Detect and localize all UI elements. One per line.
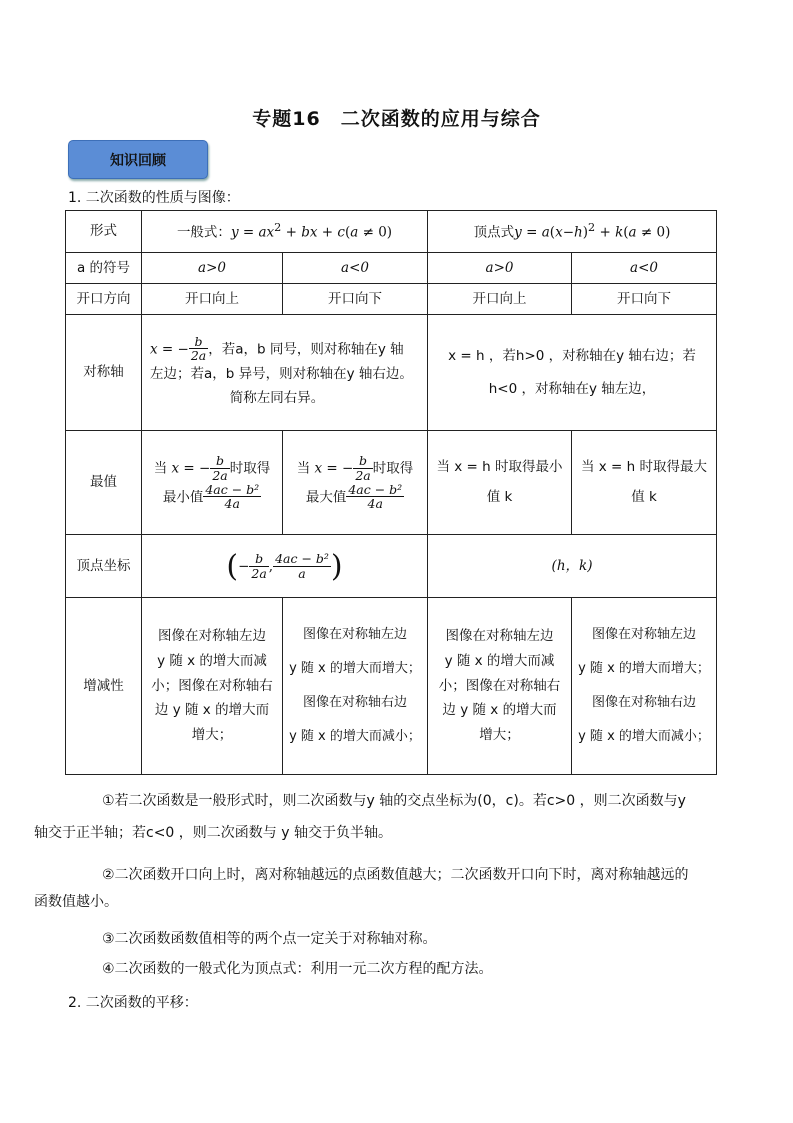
page-title: 专题16 二次函数的应用与综合 [252,108,541,130]
extreme-text: 当 x = h 时取得最小 [436,458,563,475]
properties-table [65,210,717,775]
table-row [66,253,717,284]
extreme-text: 值 k [486,488,513,505]
row-label: a 的符号 [66,253,142,284]
section-heading-2: 2. 二次函数的平移： [68,995,198,1011]
open-cell: 开口向上 [428,284,572,315]
extreme-text: 当 x = h 时取得最大 [580,458,708,475]
axis-text: 左边；若a，b 异号，则对称轴在y 轴右边。 [150,366,413,383]
table-row [66,315,717,431]
axis-text: ，若a，b 同号，则对称轴在y 轴 [208,340,404,357]
general-form-cell: 一般式：$y = ax^2$ + bx + c(a ≠ 0) [142,211,428,253]
row-label: 最值 [66,431,142,535]
axis-text: 简称左同右异。 [229,389,325,406]
vertex-form-cell: 顶点式$y = a(x-h)^2 + k(a \ne 0)$ [428,211,717,253]
row-label: 形式 [66,211,142,253]
row-label: 开口方向 [66,284,142,315]
extreme-text: 时取得 [372,460,414,477]
mono-cell: 图像在对称轴左边 y 随 x 的增大而增大； 图像在对称轴右边 y 随 x 的增大而减小； [283,598,428,775]
general-form-label: 一般式： [176,224,231,241]
extreme-text: 值 k [631,488,657,505]
extreme-text: 当 [153,460,168,477]
row-label: 增减性 [66,598,142,775]
sign-cell: a<0 [283,253,428,284]
vertex-axis-cell [428,315,717,431]
sign-cell: a>0 [142,253,283,284]
axis-text: x = h ，若h>0 ，对称轴在y 轴右边；若 [448,348,696,365]
axis-text: h<0 ，对称轴在y 轴左边， [488,380,656,397]
mono-cell: 图像在对称轴左边 y 随 x 的增大而减 小；图像在对称轴右 边 y 随 x 的增大而 增大； [428,598,572,775]
extreme-text: 当 [296,460,311,477]
general-vertex-cell: (− $\frac{b}{2a}$ , $\frac{\text{4ac − b²}}{a}$ ) [142,535,428,598]
extreme-cell [572,431,717,535]
open-cell: 开口向上 [142,284,283,315]
table-row [66,535,717,598]
extreme-cell [428,431,572,535]
table-row [66,284,717,315]
extreme-text: 时取得 [229,460,271,477]
open-cell: 开口向下 [283,284,428,315]
table-row [66,211,717,253]
extreme-text: 最大值 [305,488,347,505]
table-row [66,431,717,535]
sign-cell: a<0 [572,253,717,284]
general-axis-cell: x = − $\frac{b}{2a}$ ，若a，b 同号，则对称轴在y 轴 左边；若a，b 异号，则对称轴在y 轴右边。 简称左同右异。 [142,315,428,431]
mono-cell: 图像在对称轴左边 y 随 x 的增大而减 小；图像在对称轴右 边 y 随 x 的增大而 增大； [142,598,283,775]
extreme-cell: 当 x = − $\frac{b}{2a}$ 时取得 最小值 $\frac{\text{4ac − b²}}{4a}$ [142,431,283,535]
table-row [66,598,717,775]
note-paragraph-3: ③二次函数函数值相等的两个点一定关于对称轴对称。 [102,931,437,947]
section-badge: 知识回顾 [68,140,208,179]
extreme-cell: 当 x = − $\frac{b}{2a}$ 时取得 最大值 $\frac{\text{4ac − b²}}{4a}$ [283,431,428,535]
note-paragraph-1: ①若二次函数是一般形式时，则二次函数与y 轴的交点坐标为(0，c)。若c>0 ，则二次函数与y 轴交于正半轴；若c<0 ，则二次函数与 y 轴交于负半轴。 [34,793,686,841]
mono-cell: 图像在对称轴左边 y 随 x 的增大而增大； 图像在对称轴右边 y 随 x 的增大而减小； [572,598,717,775]
row-label: 顶点坐标 [66,535,142,598]
vertex-form-label: 顶点式 [473,224,515,241]
row-label: 对称轴 [66,315,142,431]
note-paragraph-2: ②二次函数开口向上时，离对称轴越远的点函数值越大；二次函数开口向下时，离对称轴越远的 函数值越小。 [34,867,689,910]
note-paragraph-4: ④二次函数的一般式化为顶点式：利用一元二次方程的配方法。 [102,961,493,977]
sign-cell: a>0 [428,253,572,284]
extreme-text: 最小值 [162,488,204,505]
section-heading-1: 1. 二次函数的性质与图像： [68,190,240,206]
vertex-coord-cell: (h，k) [428,535,717,598]
fraction: $\frac{b}{2a}$ [190,333,207,364]
open-cell: 开口向下 [572,284,717,315]
